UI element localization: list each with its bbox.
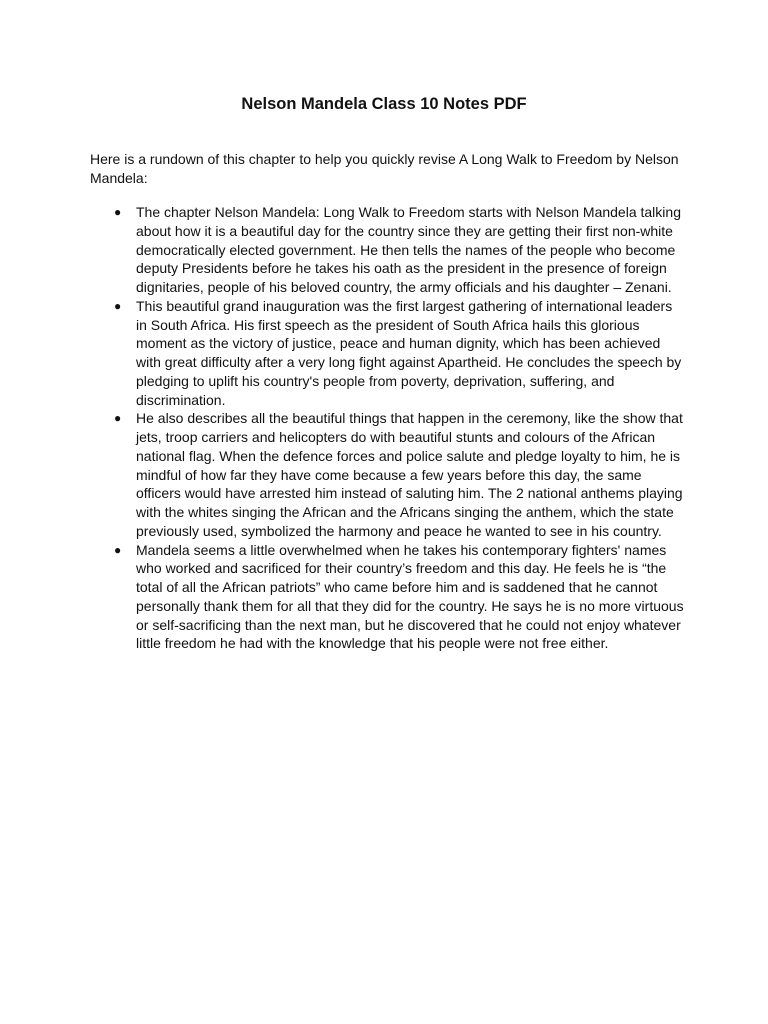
- intro-paragraph: Here is a rundown of this chapter to help you quickly revise A Long Walk to Freedom by Nelson Mandela:: [90, 151, 679, 186]
- document-title: Nelson Mandela Class 10 Notes PDF: [241, 95, 527, 113]
- bullet-text: The chapter Nelson Mandela: Long Walk to Freedom starts with Nelson Mandela talking about how it is a beautiful day for the country since they are getting their first non-white democratically elected government. He then tells the names of the people who become deputy Presidents before he takes his oath as the president in the presence of foreign dignitaries, people of his beloved country, the army officials and his daughter – Zenani.: [136, 204, 681, 295]
- list-item: [90, 203, 690, 297]
- bullet-icon: ●: [114, 411, 122, 426]
- bullet-text: This beautiful grand inauguration was the first largest gathering of international leaders in South Africa. His first speech as the president of South Africa hails this glorious moment as the victory of justice, peace and human dignity, which has been achieved with great difficulty after a very long fight against Apartheid. He concludes the speech by pledging to uplift his country's people from poverty, deprivation, suffering, and discrimination.: [136, 297, 682, 408]
- notes-bullet-list: [90, 203, 690, 653]
- bullet-icon: ●: [114, 205, 122, 219]
- list-item: [90, 409, 690, 540]
- list-item: [90, 297, 690, 410]
- list-item: [90, 541, 690, 654]
- bullet-text: He also describes all the beautiful things that happen in the ceremony, like the show that jets, troop carriers and helicopters do with beautiful stunts and colours of the African national flag. When the defence forces and police salute and pledge loyalty to him, he is mindful of how far they have come because a few years before this day, the same officers would have arrested him instead of saluting him. The 2 national anthems playing with the whites singing the African and the Africans singing the anthem, which the state previously used, symbolized the harmony and peace he wanted to see in his country.: [136, 410, 683, 539]
- bullet-icon: ●: [114, 542, 122, 557]
- bullet-icon: ●: [114, 298, 122, 313]
- bullet-text: Mandela seems a little overwhelmed when he takes his contemporary fighters' names who worked and sacrificed for their country’s freedom and this day. He feels he is “the total of all the African patriots” who came before him and is saddened that he cannot personally thank them for all that they did for the country. He says he is no more virtuous or self-sacrificing than the next man, but he discovered that he could not enjoy whatever little freedom he had with the knowledge that his people were not free either.: [136, 541, 684, 652]
